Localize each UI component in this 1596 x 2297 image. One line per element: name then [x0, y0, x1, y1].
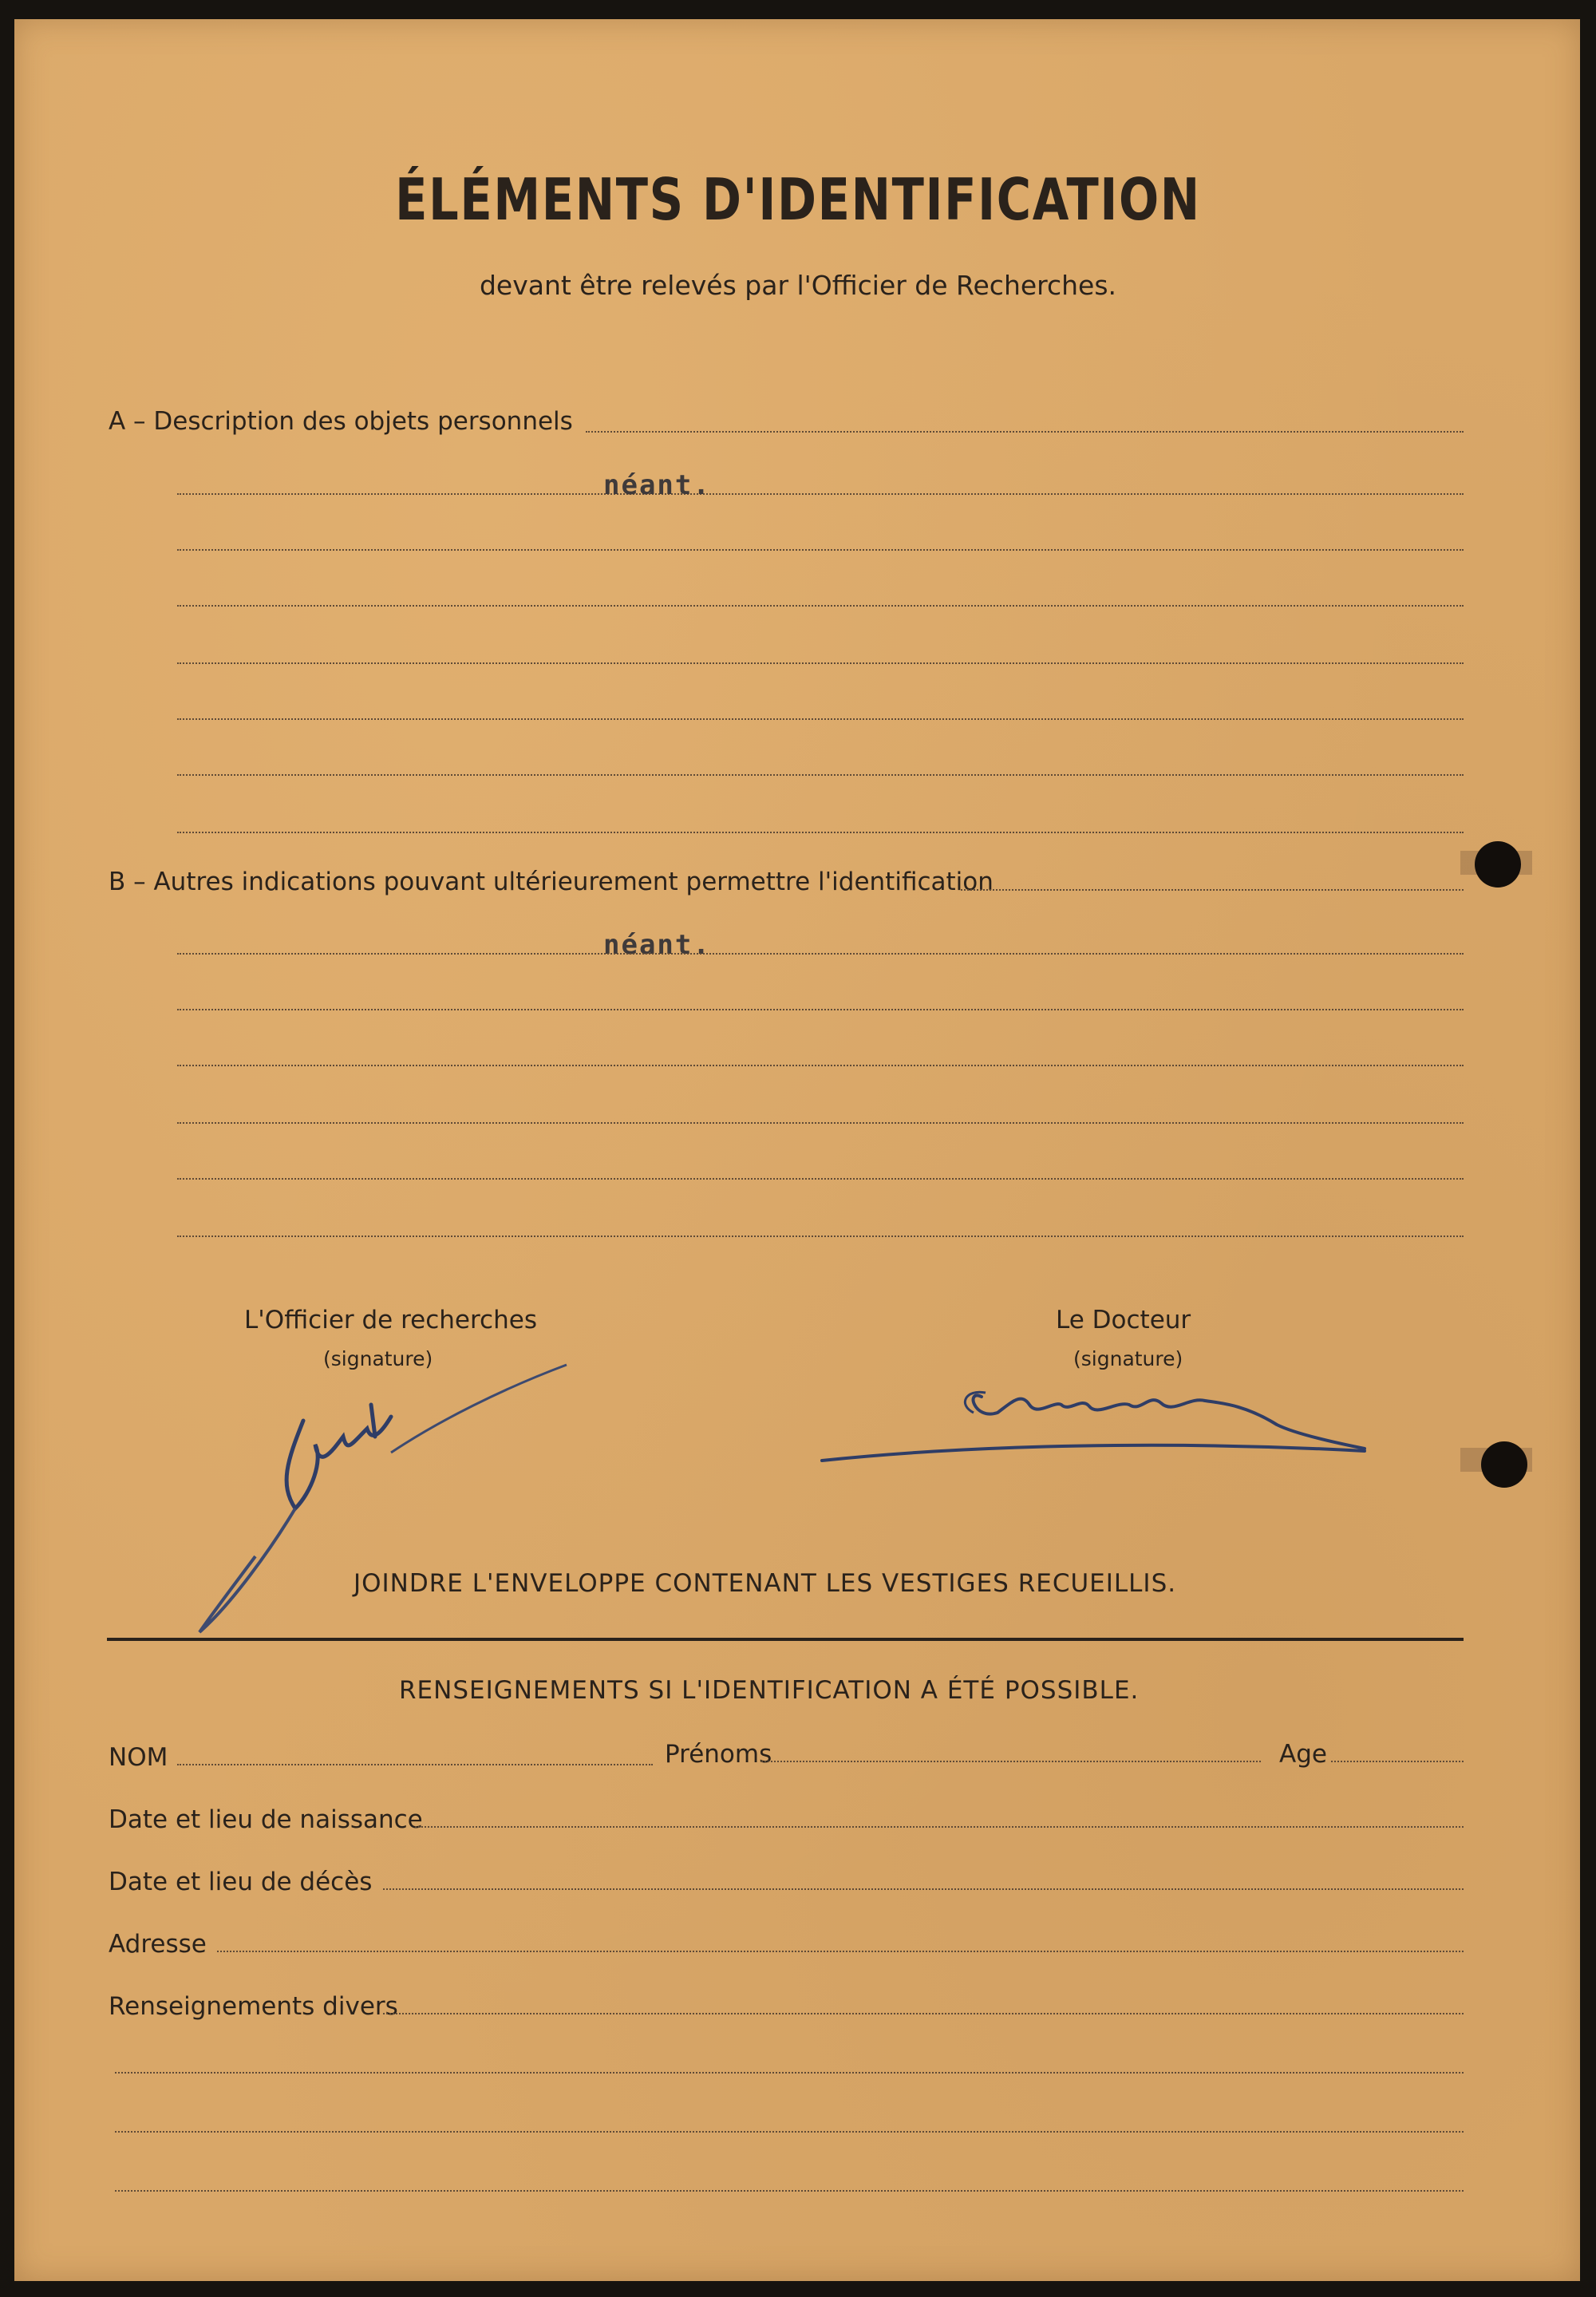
dotted-line: [177, 549, 1464, 551]
dotted-line: [177, 1178, 1464, 1180]
section-a-label: A – Description des objets personnels: [109, 407, 573, 436]
section-b-label: B – Autres indications pouvant ultérieurement permettre l'identification: [109, 868, 994, 896]
dotted-line: [177, 662, 1464, 664]
dotted-line: [177, 493, 1464, 495]
dotted-line: [177, 605, 1464, 607]
section-divider: [107, 1638, 1464, 1641]
info-section-heading: RENSEIGNEMENTS SI L'IDENTIFICATION A ÉTÉ POSSIBLE.: [399, 1676, 1140, 1705]
divers-label: Renseignements divers: [109, 1992, 398, 2021]
dotted-line: [177, 832, 1464, 833]
punch-hole: [1481, 1441, 1527, 1488]
document-sheet: [14, 19, 1580, 2281]
dotted-line: [177, 1122, 1464, 1124]
nom-field: [177, 1764, 653, 1765]
doctor-signature-note: (signature): [1073, 1347, 1183, 1370]
form-subtitle: devant être relevés par l'Officier de Recherches.: [479, 270, 1117, 301]
adresse-label: Adresse: [109, 1930, 207, 1959]
age-field: [1331, 1761, 1464, 1762]
dotted-line: [177, 1065, 1464, 1066]
dotted-line: [177, 953, 1464, 955]
adresse-field: [217, 1951, 1464, 1952]
officer-handwritten-signature: [184, 1357, 598, 1644]
dotted-line: [115, 2131, 1464, 2133]
deces-field: [383, 1888, 1464, 1890]
prenoms-label: Prénoms: [665, 1740, 772, 1769]
nom-label: NOM: [109, 1743, 168, 1772]
form-title: ÉLÉMENTS D'IDENTIFICATION: [395, 166, 1201, 233]
age-label: Age: [1279, 1740, 1327, 1769]
dotted-line: [177, 1235, 1464, 1237]
dotted-line: [177, 1009, 1464, 1010]
doctor-signature-title: Le Docteur: [1056, 1306, 1191, 1334]
dotted-line: [177, 718, 1464, 720]
doctor-handwritten-signature: [814, 1357, 1389, 1469]
section-a-typed-value: néant.: [603, 469, 711, 501]
prenoms-field: [761, 1761, 1261, 1762]
dotted-line: [115, 2072, 1464, 2074]
dotted-line: [177, 774, 1464, 776]
officer-signature-note: (signature): [323, 1347, 433, 1370]
naissance-label: Date et lieu de naissance: [109, 1805, 423, 1834]
dotted-line: [586, 431, 1464, 433]
section-b-typed-value: néant.: [603, 929, 711, 961]
dotted-line: [115, 2190, 1464, 2192]
naissance-field: [415, 1826, 1464, 1828]
officer-signature-title: L'Officier de recherches: [244, 1306, 537, 1334]
envelope-instruction: JOINDRE L'ENVELOPPE CONTENANT LES VESTIGES RECUEILLIS.: [354, 1569, 1177, 1598]
divers-field: [383, 2013, 1464, 2014]
deces-label: Date et lieu de décès: [109, 1868, 373, 1896]
dotted-line: [961, 889, 1464, 891]
punch-hole: [1475, 841, 1521, 888]
